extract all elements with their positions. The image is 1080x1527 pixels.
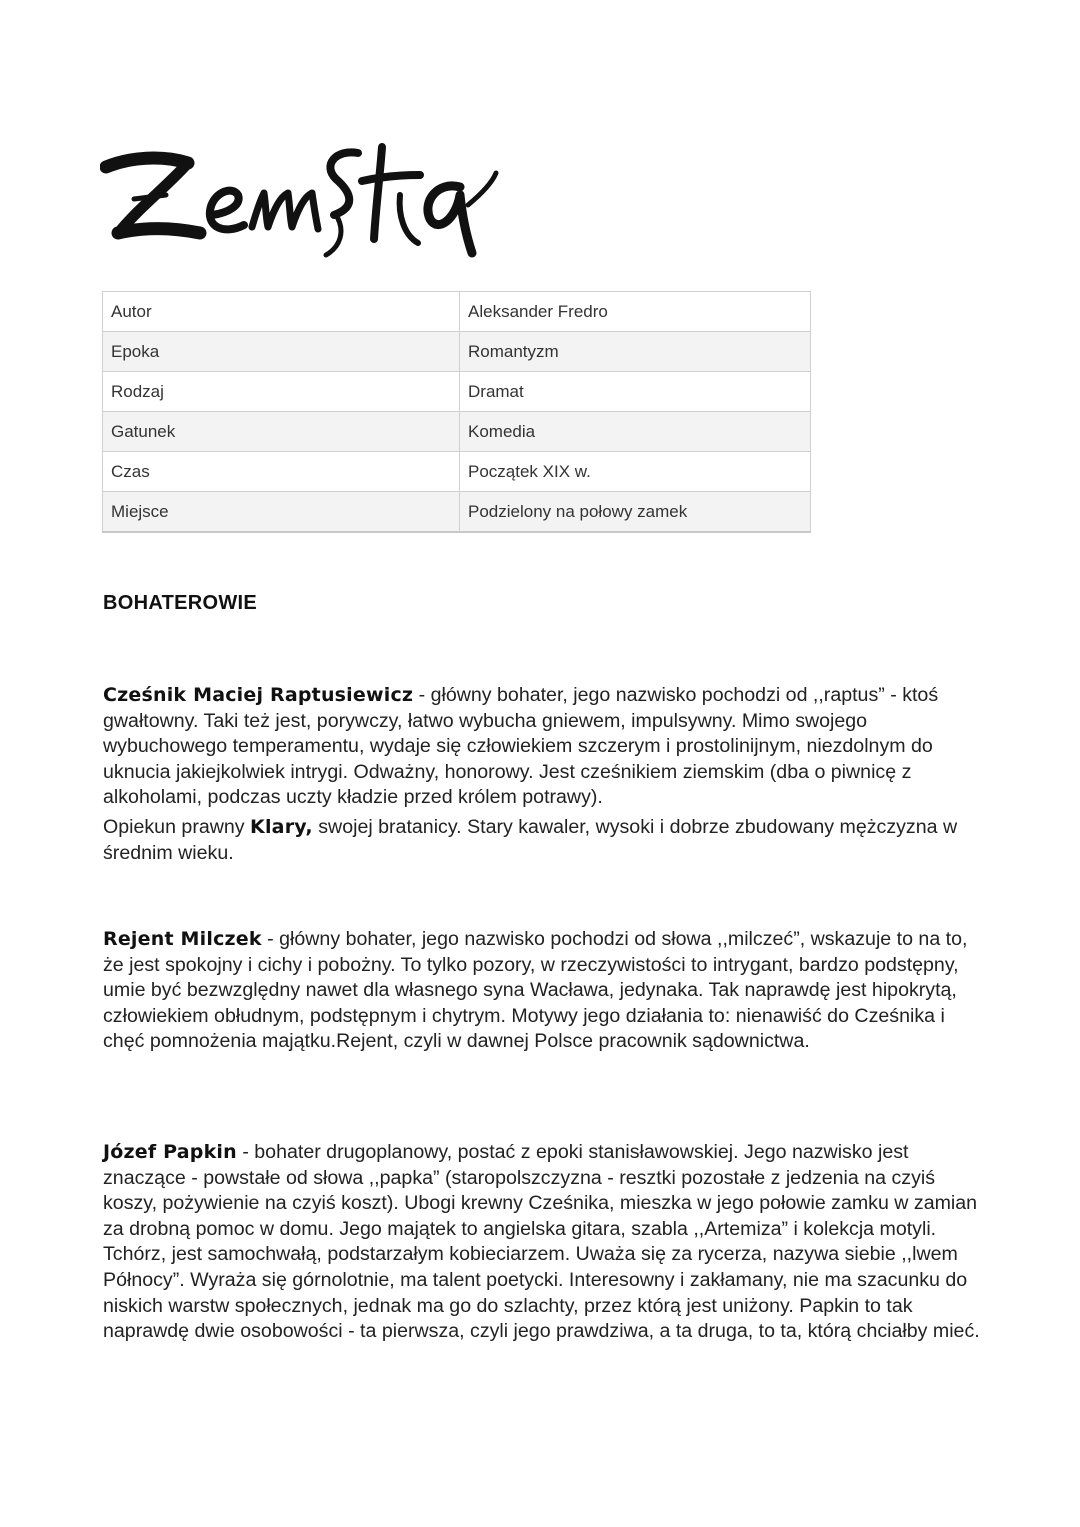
table-cell-value: Początek XIX w.: [460, 452, 811, 492]
table-row: [103, 492, 811, 533]
table-row: [103, 292, 811, 332]
table-cell-label: Miejsce: [103, 492, 460, 533]
table-row: [103, 372, 811, 412]
table-row: [103, 412, 811, 452]
table-row: [103, 332, 811, 372]
table-cell-value: Podzielony na połowy zamek: [460, 492, 811, 533]
character-name: Rejent Milczek: [103, 928, 262, 950]
character-entry-rejent: [103, 927, 983, 1055]
table-cell-value: Komedia: [460, 412, 811, 452]
character-entry-papkin: [103, 1140, 983, 1345]
section-heading: BOHATEROWIE: [103, 592, 258, 614]
character-entry-czesnik: [103, 683, 983, 866]
table-cell-label: Autor: [103, 292, 460, 332]
table-cell-label: Gatunek: [103, 412, 460, 452]
character-paragraph: [103, 927, 983, 1055]
info-table: [102, 291, 811, 533]
title-brush-lettering: [100, 135, 500, 265]
character-name: Cześnik Maciej Raptusiewicz: [103, 684, 414, 706]
character-paragraph: [103, 1140, 983, 1345]
character-description: - główny bohater, jego nazwisko pochodzi od ,,raptus” - ktoś gwałtowny. Taki też jest, porywczy, łatwo wybucha gniewem, impulsywny. Mimo swojego wybuchowego temperamentu, wydaje się człowiekiem szczerym i prostolinijnym, niezdolnym do uknucia jakiejkolwiek intrygi. Odważny, honorowy. Jest cześnikiem ziemskim (dba o piwnicę z alkoholami, podczas uczty kładzie przed królem potrawy).: [103, 684, 939, 809]
character-description: swojej bratanicy. Stary kawaler, wysoki i dobrze zbudowany mężczyzna w średnim wieku.: [103, 815, 958, 864]
table-cell-label: Epoka: [103, 332, 460, 372]
character-description: Opiekun prawny: [103, 815, 251, 838]
table-cell-value: Romantyzm: [460, 332, 811, 372]
title-logo: [100, 135, 500, 265]
table-cell-value: Dramat: [460, 372, 811, 412]
table-cell-label: Czas: [103, 452, 460, 492]
character-description: - bohater drugoplanowy, postać z epoki stanisławowskiej. Jego nazwisko jest znaczące - powstałe od słowa ,,papka” (staropolszczyzna - resztki pozostałe z jedzenia na czyiś koszy, pożywienie na czyiś koszt). Ubogi krewny Cześnika, mieszka w jego połowie zamku w zamian za drobną pomoc w domu. Jego majątek to angielska gitara, szabla ,,Artemiza” i kolekcja motyli. Tchórz, jest samochwałą, podstarzałym kobieciarzem. Uważa się za rycerza, nazywa siebie ,,lwem Północy”. Wyraża się górnolotnie, ma talent poetycki. Interesowny i zakłamany, nie ma szacunku do niskich warstw społecznych, jednak ma go do szlachty, przez którą jest uniżony. Papkin to tak naprawdę dwie osobowości - ta pierwsza, czyli jego prawdziwa, a ta druga, to ta, którą chciałby mieć.: [103, 1141, 980, 1343]
character-name: Józef Papkin: [103, 1141, 237, 1163]
table-cell-value: Aleksander Fredro: [460, 292, 811, 332]
character-paragraph: [103, 815, 983, 866]
table-cell-label: Rodzaj: [103, 372, 460, 412]
character-paragraph: [103, 683, 983, 811]
character-description: - główny bohater, jego nazwisko pochodzi od słowa ,,milczeć”, wskazuje to na to, że jest spokojny i cichy i pobożny. To tylko pozory, w rzeczywistości to intrygant, bardzo podstępny, umie być bezwzględny nawet dla własnego syna Wacława, jedynaka. Tak naprawdę jest hipokrytą, człowiekiem obłudnym, podstępnym i chytrym. Motywy jego działania to: nienawiść do Cześnika i chęć pomnożenia majątku.Rejent, czyli w dawnej Polsce pracownik sądownictwa.: [103, 928, 968, 1053]
character-name-inline: Klary,: [250, 815, 313, 838]
table-row: [103, 452, 811, 492]
